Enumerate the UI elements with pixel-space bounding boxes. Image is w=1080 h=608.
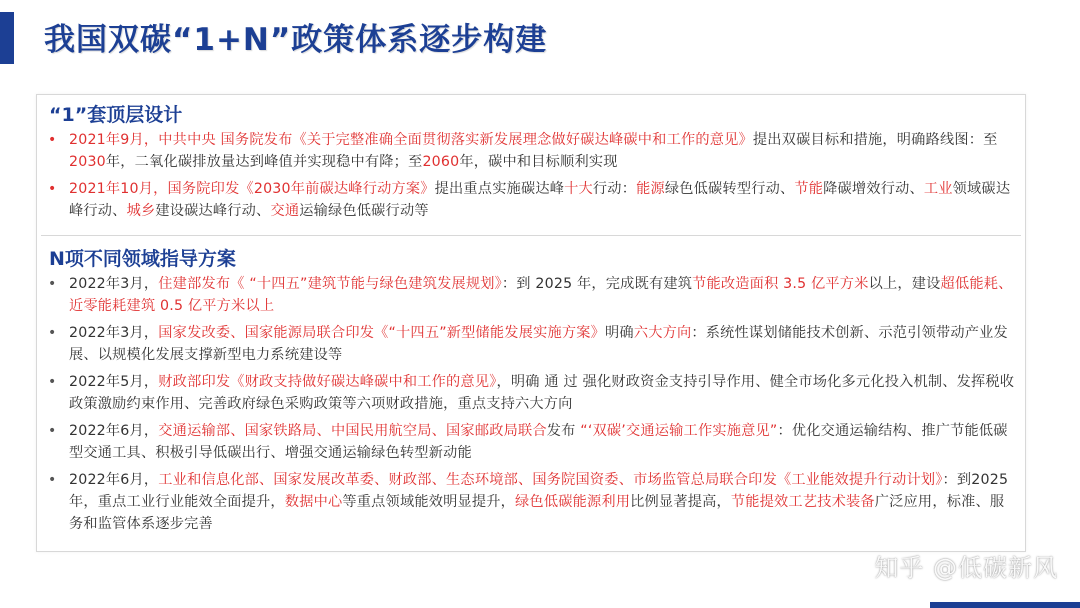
body-text: 降碳增效行动、 (823, 181, 924, 197)
body-text: 明确 (605, 325, 634, 341)
section-divider (41, 235, 1021, 236)
bullet-icon: • (48, 325, 57, 341)
top-level-policy-list (37, 129, 1025, 222)
highlight-text: 数据中心 (284, 494, 343, 510)
policy-item (37, 273, 1025, 317)
body-text: 2022年6月， (69, 472, 159, 488)
highlight-text: 六大方向 (633, 325, 692, 341)
policy-item (37, 322, 1025, 366)
corner-accent-bar (930, 602, 1080, 608)
body-text: 年，碳中和目标顺利实现 (459, 154, 618, 170)
page-title: 我国双碳“1+N”政策体系逐步构建 (44, 22, 548, 58)
bullet-icon: • (48, 472, 57, 488)
highlight-text: 财政部印发《财政支持做好碳达峰碳中和工作的意见》 (158, 374, 497, 390)
highlight-text: 能源 (636, 181, 665, 197)
body-text: ：到 2025 年，完成既有建筑 (501, 276, 693, 292)
highlight-text: 节能 (794, 181, 824, 197)
body-text: 领域碳达峰行动、 (69, 181, 1011, 219)
bullet-icon: • (48, 181, 57, 197)
highlight-text: 城乡 (126, 203, 156, 219)
section-heading-top-level: “1”套顶层设计 (49, 104, 183, 126)
policy-item (37, 129, 1025, 173)
section-heading-domain-guidance: N项不同领域指导方案 (49, 248, 236, 270)
body-text: 2022年3月， (69, 325, 159, 341)
highlight-text: 国家发改委、国家能源局联合印发《“十四五”新型储能发展实施方案》 (158, 325, 606, 341)
body-text: 比例显著提高， (630, 494, 731, 510)
body-text: 提出重点实施碳达峰 (434, 181, 565, 197)
body-text: 绿色低碳转型行动、 (664, 181, 795, 197)
top-level-design-section (37, 101, 1025, 227)
zhihu-watermark: 知乎 @低碳新风 (874, 554, 1058, 582)
highlight-text: 十大 (564, 181, 593, 197)
highlight-text: 2021年10月，国务院印发《2030年前碳达峰行动方案》 (69, 181, 435, 197)
highlight-text: 绿色低碳能源利用 (515, 494, 631, 510)
body-text: 等重点领域能效明显提升， (342, 494, 516, 510)
highlight-text: 工业和信息化部、国家发展改革委、财政部、生态环境部、国务院国资委、市场监管总局联合印发《工业能效提升行动计划》 (158, 472, 943, 488)
highlight-text: 交通 (270, 203, 300, 219)
highlight-text: 2030 (69, 154, 106, 170)
body-text: 2022年6月， (69, 423, 159, 439)
bullet-icon: • (48, 374, 57, 390)
body-text: 运输绿色低碳行动等 (299, 203, 429, 219)
body-text: 2022年3月， (69, 276, 159, 292)
body-text: 2022年5月， (69, 374, 159, 390)
body-text: 年，二氧化碳排放量达到峰值并实现稳中有降；至 (105, 154, 423, 170)
highlight-text: 节能提效工艺技术装备 (730, 494, 875, 510)
body-text: 提出双碳目标和措施，明确路线图：至 (752, 132, 998, 148)
bullet-icon: • (48, 423, 57, 439)
body-text: 以上，建设 (868, 276, 941, 292)
highlight-text: 住建部发布《 “十四五”建筑节能与绿色建筑发展规划》 (158, 276, 502, 292)
body-text: ：系统性谋划储能技术创新、示范引领带动产业发展、以规模化发展支撑新型电力系统建设等 (69, 325, 1008, 363)
body-text: 建设碳达峰行动、 (155, 203, 271, 219)
title-accent-bar (0, 12, 14, 64)
highlight-text: 节能改造面积 3.5 亿平方米 (692, 276, 869, 292)
policy-panel (36, 94, 1026, 552)
policy-item (37, 178, 1025, 222)
body-text: ：优化交通运输结构、推广节能低碳型交通工具、积极引导低碳出行、增强交通运输绿色转型新动能 (69, 423, 1008, 461)
bullet-icon: • (48, 132, 57, 148)
body-text: ：到2025年，重点工业行业能效全面提升， (69, 472, 1009, 510)
body-text: 行动： (592, 181, 637, 197)
highlight-text: 工业 (923, 181, 953, 197)
highlight-text: 2060 (422, 154, 460, 170)
domain-policy-list (37, 273, 1025, 535)
highlight-text: 超低能耗、近零能耗建筑 0.5 亿平方米以上 (69, 276, 1013, 314)
domain-guidance-section (37, 245, 1025, 540)
policy-item (37, 469, 1025, 535)
body-text: 广泛应用，标准、服务和监管体系逐步完善 (69, 494, 1005, 532)
body-text: ，明确 通 过 强化财政资金支持引导作用、健全市场化多元化投入机制、发挥税收政策激励约束作用、完善政府绿色采购政策等六项财政措施，重点支持六大方向 (69, 374, 1015, 412)
body-text: 发布 (546, 423, 581, 439)
policy-item (37, 420, 1025, 464)
policy-item (37, 371, 1025, 415)
highlight-text: “‘双碳’交通运输工作实施意见” (580, 423, 778, 439)
highlight-text: 2021年9月，中共中央 国务院发布《关于完整准确全面贯彻落实新发展理念做好碳达峰碳中和工作的意见》 (69, 132, 753, 148)
highlight-text: 交通运输部、国家铁路局、中国民用航空局、国家邮政局联合 (158, 423, 547, 439)
bullet-icon: • (48, 276, 57, 292)
